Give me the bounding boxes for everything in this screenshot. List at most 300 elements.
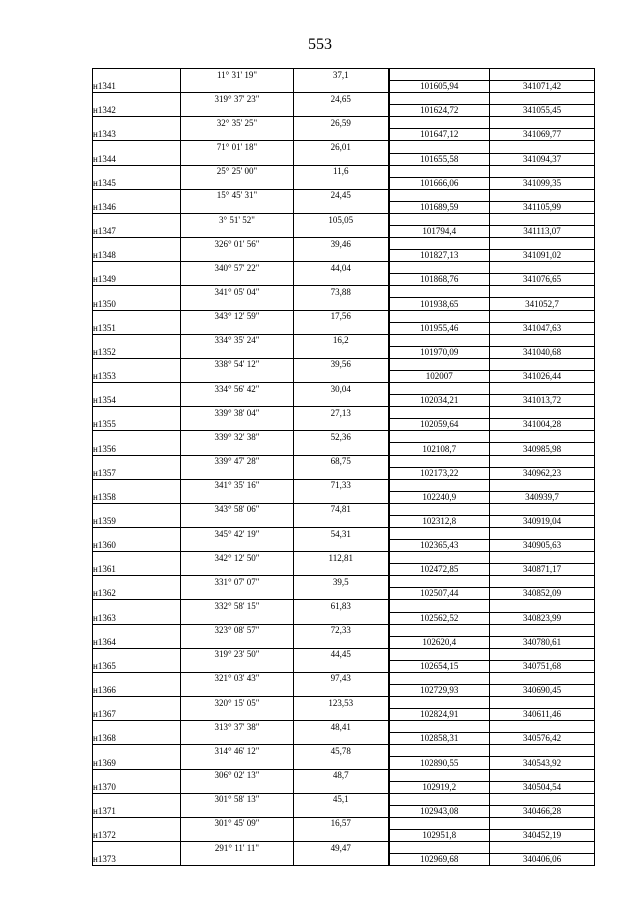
- y-cell: [490, 286, 595, 298]
- x-coordinate-cell: 102108,7: [389, 443, 490, 455]
- point-cell: [93, 455, 181, 467]
- point-row: [93, 805, 595, 817]
- x-cell: [389, 69, 490, 81]
- y-coordinate-cell: 340780,61: [490, 636, 595, 648]
- segment-row: [93, 407, 595, 419]
- point-cell: [93, 407, 181, 419]
- angle-cell: [181, 274, 294, 286]
- length-cell: 123,53: [294, 697, 389, 709]
- y-cell: [490, 213, 595, 225]
- length-cell: [294, 515, 389, 527]
- point-cell: [93, 213, 181, 225]
- y-coordinate-cell: 341099,35: [490, 177, 595, 189]
- length-cell: 112,81: [294, 552, 389, 564]
- point-name-cell: н1351: [93, 322, 181, 334]
- length-cell: [294, 105, 389, 117]
- angle-cell: 341° 05' 04": [181, 286, 294, 298]
- x-cell: [389, 189, 490, 201]
- length-cell: [294, 395, 389, 407]
- y-cell: [490, 383, 595, 395]
- x-cell: [389, 648, 490, 660]
- point-cell: [93, 69, 181, 81]
- angle-cell: 338° 54' 12": [181, 358, 294, 370]
- point-cell: [93, 842, 181, 854]
- angle-cell: [181, 588, 294, 600]
- segment-row: [93, 745, 595, 757]
- point-row: [93, 733, 595, 745]
- point-row: [93, 105, 595, 117]
- angle-cell: 343° 58' 06": [181, 503, 294, 515]
- x-cell: [389, 238, 490, 250]
- angle-cell: [181, 781, 294, 793]
- x-cell: [389, 479, 490, 491]
- length-cell: [294, 612, 389, 624]
- x-coordinate-cell: 101938,65: [389, 298, 490, 310]
- x-coordinate-cell: 102507,44: [389, 588, 490, 600]
- x-cell: [389, 165, 490, 177]
- length-cell: [294, 467, 389, 479]
- x-cell: [389, 552, 490, 564]
- y-coordinate-cell: 340823,99: [490, 612, 595, 624]
- length-cell: [294, 274, 389, 286]
- length-cell: 26,01: [294, 141, 389, 153]
- point-cell: [93, 141, 181, 153]
- point-name-cell: н1362: [93, 588, 181, 600]
- y-cell: [490, 576, 595, 588]
- x-cell: [389, 407, 490, 419]
- length-cell: 48,41: [294, 721, 389, 733]
- y-coordinate-cell: 340576,42: [490, 733, 595, 745]
- y-cell: [490, 189, 595, 201]
- length-cell: [294, 153, 389, 165]
- point-row: [93, 515, 595, 527]
- point-row: [93, 201, 595, 213]
- x-cell: [389, 334, 490, 346]
- length-cell: 61,83: [294, 600, 389, 612]
- point-cell: [93, 503, 181, 515]
- point-name-cell: н1359: [93, 515, 181, 527]
- point-cell: [93, 527, 181, 539]
- y-cell: [490, 238, 595, 250]
- point-cell: [93, 431, 181, 443]
- table-body: [93, 69, 595, 866]
- length-cell: 73,88: [294, 286, 389, 298]
- angle-cell: 320° 15' 05": [181, 697, 294, 709]
- segment-row: [93, 842, 595, 854]
- length-cell: [294, 226, 389, 238]
- point-name-cell: н1350: [93, 298, 181, 310]
- x-coordinate-cell: 102240,9: [389, 491, 490, 503]
- y-cell: [490, 93, 595, 105]
- length-cell: 74,81: [294, 503, 389, 515]
- angle-cell: 343° 12' 59": [181, 310, 294, 322]
- length-cell: 24,65: [294, 93, 389, 105]
- y-cell: [490, 69, 595, 81]
- length-cell: [294, 781, 389, 793]
- point-name-cell: н1369: [93, 757, 181, 769]
- point-name-cell: н1367: [93, 709, 181, 721]
- y-coordinate-cell: 341105,99: [490, 201, 595, 213]
- x-coordinate-cell: 101647,12: [389, 129, 490, 141]
- point-name-cell: н1356: [93, 443, 181, 455]
- point-cell: [93, 383, 181, 395]
- y-coordinate-cell: 340452,19: [490, 829, 595, 841]
- x-cell: [389, 310, 490, 322]
- point-name-cell: н1347: [93, 226, 181, 238]
- angle-cell: 345° 42' 19": [181, 527, 294, 539]
- x-coordinate-cell: 102919,2: [389, 781, 490, 793]
- y-coordinate-cell: 341069,77: [490, 129, 595, 141]
- angle-cell: 313° 37' 38": [181, 721, 294, 733]
- angle-cell: 301° 58' 13": [181, 793, 294, 805]
- x-cell: [389, 358, 490, 370]
- segment-row: [93, 286, 595, 298]
- segment-row: [93, 697, 595, 709]
- angle-cell: [181, 805, 294, 817]
- point-cell: [93, 624, 181, 636]
- angle-cell: [181, 684, 294, 696]
- angle-cell: 32° 35' 25": [181, 117, 294, 129]
- length-cell: 39,5: [294, 576, 389, 588]
- x-cell: [389, 576, 490, 588]
- length-cell: [294, 491, 389, 503]
- x-coordinate-cell: 102969,68: [389, 854, 490, 866]
- segment-row: [93, 262, 595, 274]
- angle-cell: [181, 612, 294, 624]
- point-cell: [93, 817, 181, 829]
- y-coordinate-cell: 340611,46: [490, 709, 595, 721]
- angle-cell: 331° 07' 07": [181, 576, 294, 588]
- angle-cell: 339° 32' 38": [181, 431, 294, 443]
- y-coordinate-cell: 341094,37: [490, 153, 595, 165]
- y-cell: [490, 141, 595, 153]
- x-coordinate-cell: 102472,85: [389, 564, 490, 576]
- length-cell: 11,6: [294, 165, 389, 177]
- length-cell: 71,33: [294, 479, 389, 491]
- x-cell: [389, 455, 490, 467]
- x-coordinate-cell: 102654,15: [389, 660, 490, 672]
- segment-row: [93, 69, 595, 81]
- x-coordinate-cell: 102951,8: [389, 829, 490, 841]
- point-row: [93, 540, 595, 552]
- length-cell: [294, 733, 389, 745]
- angle-cell: 334° 56' 42": [181, 383, 294, 395]
- y-cell: [490, 431, 595, 443]
- segment-row: [93, 141, 595, 153]
- point-name-cell: н1361: [93, 564, 181, 576]
- segment-row: [93, 358, 595, 370]
- angle-cell: [181, 636, 294, 648]
- length-cell: [294, 346, 389, 358]
- length-cell: 26,59: [294, 117, 389, 129]
- angle-cell: [181, 515, 294, 527]
- point-cell: [93, 334, 181, 346]
- x-coordinate-cell: 101955,46: [389, 322, 490, 334]
- angle-cell: [181, 153, 294, 165]
- y-coordinate-cell: 340962,23: [490, 467, 595, 479]
- x-cell: [389, 769, 490, 781]
- point-name-cell: н1357: [93, 467, 181, 479]
- x-cell: [389, 286, 490, 298]
- x-coordinate-cell: 101689,59: [389, 201, 490, 213]
- point-name-cell: н1341: [93, 81, 181, 93]
- point-cell: [93, 358, 181, 370]
- point-name-cell: н1346: [93, 201, 181, 213]
- point-row: [93, 612, 595, 624]
- y-cell: [490, 262, 595, 274]
- x-cell: [389, 624, 490, 636]
- angle-cell: [181, 322, 294, 334]
- angle-cell: [181, 757, 294, 769]
- point-cell: [93, 117, 181, 129]
- y-cell: [490, 624, 595, 636]
- angle-cell: 306° 02' 13": [181, 769, 294, 781]
- x-coordinate-cell: 101794,4: [389, 226, 490, 238]
- x-cell: [389, 697, 490, 709]
- point-cell: [93, 697, 181, 709]
- angle-cell: [181, 177, 294, 189]
- segment-row: [93, 600, 595, 612]
- x-coordinate-cell: 101666,06: [389, 177, 490, 189]
- point-cell: [93, 310, 181, 322]
- point-row: [93, 660, 595, 672]
- point-name-cell: н1345: [93, 177, 181, 189]
- segment-row: [93, 648, 595, 660]
- length-cell: [294, 684, 389, 696]
- x-cell: [389, 117, 490, 129]
- y-coordinate-cell: 341004,28: [490, 419, 595, 431]
- segment-row: [93, 769, 595, 781]
- angle-cell: 323° 08' 57": [181, 624, 294, 636]
- length-cell: 97,43: [294, 672, 389, 684]
- y-cell: [490, 552, 595, 564]
- segment-row: [93, 93, 595, 105]
- page-number: 553: [308, 36, 332, 53]
- x-coordinate-cell: 102943,08: [389, 805, 490, 817]
- length-cell: 30,04: [294, 383, 389, 395]
- y-coordinate-cell: 341047,63: [490, 322, 595, 334]
- angle-cell: 339° 47' 28": [181, 455, 294, 467]
- angle-cell: 321° 03' 43": [181, 672, 294, 684]
- point-cell: [93, 769, 181, 781]
- angle-cell: 71° 01' 18": [181, 141, 294, 153]
- x-cell: [389, 213, 490, 225]
- y-cell: [490, 527, 595, 539]
- angle-cell: [181, 81, 294, 93]
- point-row: [93, 395, 595, 407]
- point-name-cell: н1364: [93, 636, 181, 648]
- segment-row: [93, 793, 595, 805]
- y-coordinate-cell: 340543,92: [490, 757, 595, 769]
- point-row: [93, 564, 595, 576]
- y-coordinate-cell: 340871,17: [490, 564, 595, 576]
- angle-cell: [181, 709, 294, 721]
- x-cell: [389, 141, 490, 153]
- length-cell: [294, 588, 389, 600]
- y-coordinate-cell: 341040,68: [490, 346, 595, 358]
- angle-cell: 319° 37' 23": [181, 93, 294, 105]
- segment-row: [93, 624, 595, 636]
- point-cell: [93, 600, 181, 612]
- point-name-cell: н1355: [93, 419, 181, 431]
- length-cell: [294, 443, 389, 455]
- length-cell: 37,1: [294, 69, 389, 81]
- angle-cell: 334° 35' 24": [181, 334, 294, 346]
- length-cell: 49,47: [294, 842, 389, 854]
- segment-row: [93, 431, 595, 443]
- coordinates-table: [92, 68, 595, 866]
- point-cell: [93, 238, 181, 250]
- y-cell: [490, 745, 595, 757]
- point-name-cell: н1343: [93, 129, 181, 141]
- segment-row: [93, 310, 595, 322]
- point-row: [93, 346, 595, 358]
- y-coordinate-cell: 341052,7: [490, 298, 595, 310]
- length-cell: 44,45: [294, 648, 389, 660]
- y-coordinate-cell: 341076,65: [490, 274, 595, 286]
- point-name-cell: н1371: [93, 805, 181, 817]
- point-name-cell: н1365: [93, 660, 181, 672]
- angle-cell: [181, 564, 294, 576]
- y-cell: [490, 672, 595, 684]
- point-row: [93, 491, 595, 503]
- y-coordinate-cell: 340919,04: [490, 515, 595, 527]
- x-cell: [389, 745, 490, 757]
- segment-row: [93, 117, 595, 129]
- length-cell: 52,36: [294, 431, 389, 443]
- point-row: [93, 757, 595, 769]
- length-cell: [294, 298, 389, 310]
- angle-cell: 25° 25' 00": [181, 165, 294, 177]
- segment-row: [93, 527, 595, 539]
- segment-row: [93, 817, 595, 829]
- length-cell: [294, 636, 389, 648]
- x-coordinate-cell: 101827,13: [389, 250, 490, 262]
- length-cell: 54,31: [294, 527, 389, 539]
- x-coordinate-cell: 102365,43: [389, 540, 490, 552]
- length-cell: [294, 829, 389, 841]
- segment-row: [93, 672, 595, 684]
- angle-cell: [181, 395, 294, 407]
- y-cell: [490, 793, 595, 805]
- point-name-cell: н1349: [93, 274, 181, 286]
- angle-cell: 339° 38' 04": [181, 407, 294, 419]
- angle-cell: [181, 854, 294, 866]
- x-coordinate-cell: 102858,31: [389, 733, 490, 745]
- angle-cell: [181, 540, 294, 552]
- x-cell: [389, 672, 490, 684]
- angle-cell: [181, 419, 294, 431]
- angle-cell: [181, 733, 294, 745]
- point-cell: [93, 479, 181, 491]
- angle-cell: [181, 660, 294, 672]
- x-cell: [389, 600, 490, 612]
- point-name-cell: н1348: [93, 250, 181, 262]
- length-cell: 45,78: [294, 745, 389, 757]
- angle-cell: 326° 01' 56": [181, 238, 294, 250]
- x-coordinate-cell: 101624,72: [389, 105, 490, 117]
- segment-row: [93, 721, 595, 733]
- y-coordinate-cell: 341091,02: [490, 250, 595, 262]
- y-cell: [490, 117, 595, 129]
- x-coordinate-cell: 101868,76: [389, 274, 490, 286]
- length-cell: 24,45: [294, 189, 389, 201]
- angle-cell: [181, 443, 294, 455]
- x-cell: [389, 262, 490, 274]
- y-cell: [490, 721, 595, 733]
- y-coordinate-cell: 341013,72: [490, 395, 595, 407]
- angle-cell: 319° 23' 50": [181, 648, 294, 660]
- angle-cell: 291° 11' 11": [181, 842, 294, 854]
- length-cell: [294, 322, 389, 334]
- point-row: [93, 81, 595, 93]
- point-name-cell: н1352: [93, 346, 181, 358]
- angle-cell: [181, 105, 294, 117]
- angle-cell: [181, 298, 294, 310]
- point-row: [93, 129, 595, 141]
- y-cell: [490, 358, 595, 370]
- segment-row: [93, 238, 595, 250]
- point-row: [93, 419, 595, 431]
- point-name-cell: н1372: [93, 829, 181, 841]
- y-coordinate-cell: 341113,07: [490, 226, 595, 238]
- y-cell: [490, 769, 595, 781]
- y-coordinate-cell: 340504,54: [490, 781, 595, 793]
- length-cell: 105,05: [294, 213, 389, 225]
- angle-cell: [181, 370, 294, 382]
- x-cell: [389, 793, 490, 805]
- y-cell: [490, 817, 595, 829]
- length-cell: 39,56: [294, 358, 389, 370]
- y-coordinate-cell: 341026,44: [490, 370, 595, 382]
- x-cell: [389, 93, 490, 105]
- x-coordinate-cell: 102562,52: [389, 612, 490, 624]
- segment-row: [93, 576, 595, 588]
- length-cell: [294, 177, 389, 189]
- point-row: [93, 781, 595, 793]
- point-cell: [93, 93, 181, 105]
- point-row: [93, 709, 595, 721]
- angle-cell: [181, 491, 294, 503]
- length-cell: [294, 805, 389, 817]
- angle-cell: 342° 12' 50": [181, 552, 294, 564]
- y-coordinate-cell: 340690,45: [490, 684, 595, 696]
- y-cell: [490, 334, 595, 346]
- y-coordinate-cell: 340751,68: [490, 660, 595, 672]
- segment-row: [93, 213, 595, 225]
- angle-cell: [181, 226, 294, 238]
- y-coordinate-cell: 341071,42: [490, 81, 595, 93]
- segment-row: [93, 479, 595, 491]
- y-coordinate-cell: 340406,06: [490, 854, 595, 866]
- segment-row: [93, 189, 595, 201]
- point-row: [93, 153, 595, 165]
- y-cell: [490, 697, 595, 709]
- point-cell: [93, 721, 181, 733]
- angle-cell: [181, 129, 294, 141]
- x-cell: [389, 527, 490, 539]
- length-cell: [294, 660, 389, 672]
- point-name-cell: н1363: [93, 612, 181, 624]
- segment-row: [93, 455, 595, 467]
- length-cell: [294, 81, 389, 93]
- length-cell: [294, 250, 389, 262]
- x-cell: [389, 817, 490, 829]
- point-name-cell: н1373: [93, 854, 181, 866]
- point-row: [93, 250, 595, 262]
- point-row: [93, 274, 595, 286]
- x-cell: [389, 431, 490, 443]
